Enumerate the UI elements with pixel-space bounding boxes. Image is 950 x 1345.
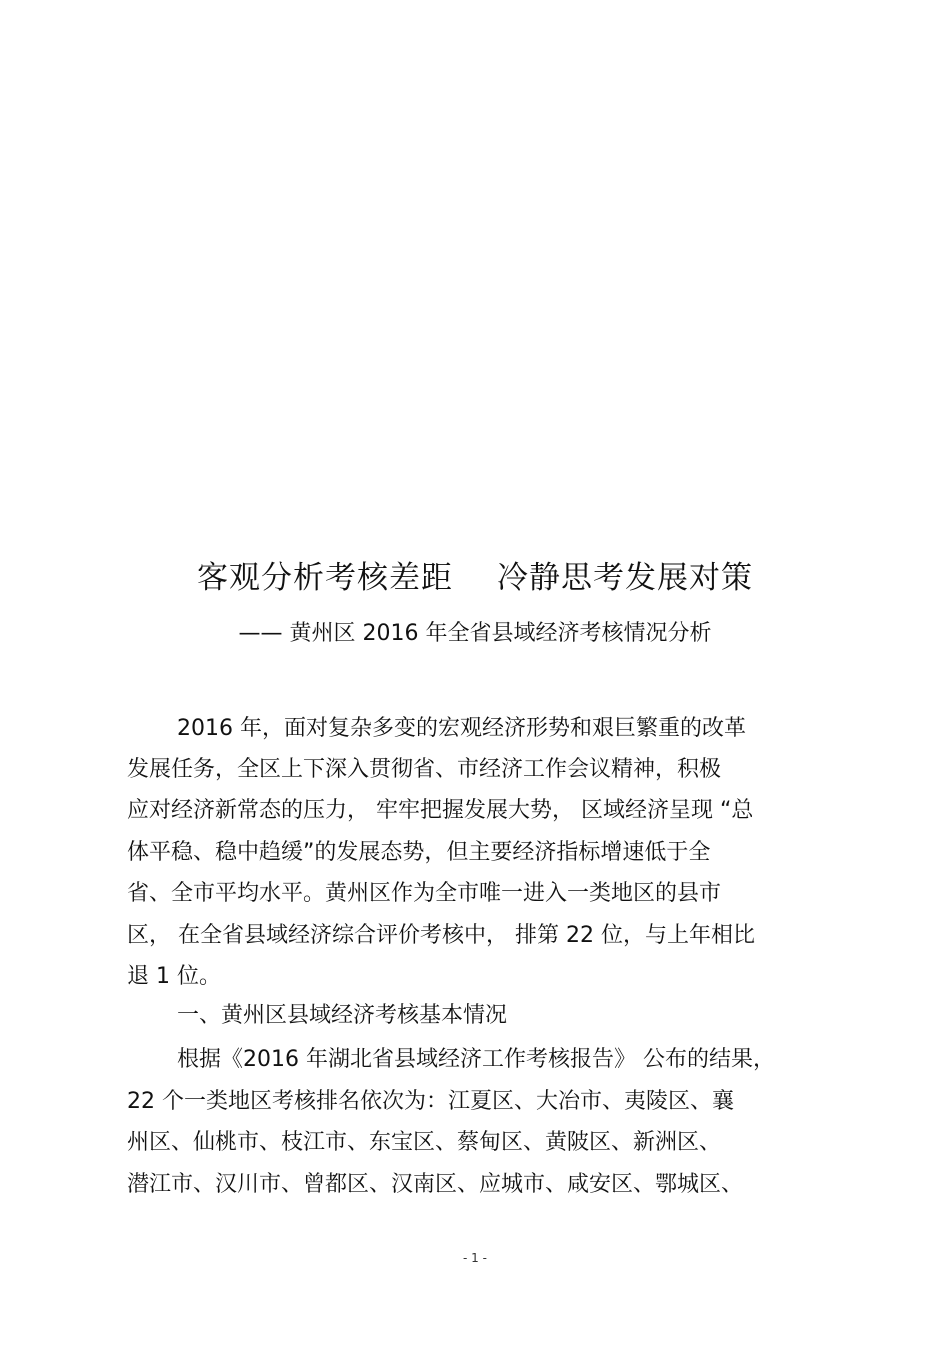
body-line-10: 22 个一类地区考核排名依次为：江夏区、大冶市、夷陵区、襄 [127, 1089, 734, 1114]
title-part-1: 客观分析考核差距 [197, 560, 453, 596]
document-title [0, 556, 950, 600]
body-line-11: 州区、仙桃市、枝江市、东宝区、蔡甸区、黄陂区、新洲区、 [127, 1130, 722, 1155]
title-part-2: 冷静思考发展对策 [497, 560, 753, 596]
section-heading: 一、黄州区县域经济考核基本情况 [177, 1003, 508, 1028]
body-line-5: 省、全市平均水平。黄州区作为全市唯一进入一类地区的县市 [127, 881, 722, 906]
document-subtitle: —— 黄州区 2016 年全省县域经济考核情况分析 [238, 621, 712, 646]
body-line-1: 2016 年，面对复杂多变的宏观经济形势和艰巨繁重的改革 [177, 716, 746, 741]
page-number: - 1 - [463, 1251, 487, 1265]
body-line-2: 发展任务，全区上下深入贯彻省、市经济工作会议精神，积极 [127, 757, 722, 782]
body-line-9: 根据《2016 年湖北省县域经济工作考核报告》 公布的结果， [177, 1047, 775, 1072]
body-line-6: 区， 在全省县域经济综合评价考核中， 排第 22 位，与上年相比 [127, 923, 755, 948]
body-line-12: 潜江市、汉川市、曾都区、汉南区、应城市、咸安区、鄂城区、 [127, 1172, 744, 1197]
body-line-3: 应对经济新常态的压力， 牢牢把握发展大势， 区域经济呈现 “总 [127, 798, 754, 823]
body-line-7: 退 1 位。 [127, 964, 221, 989]
body-line-4: 体平稳、稳中趋缓”的发展态势，但主要经济指标增速低于全 [127, 840, 711, 865]
